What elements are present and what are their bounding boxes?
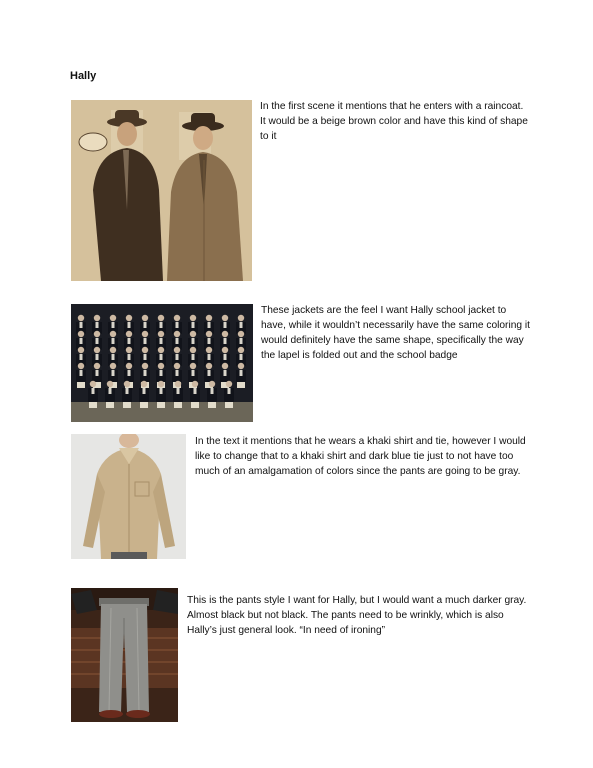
page-heading: Hally [70,70,97,82]
section-1-text: In the first scene it mentions that he enters with a raincoat. It would be a beige brown color and have this kind of shape to it [260,101,528,142]
khaki-shirt-photo [71,434,186,559]
school-group-photo [71,304,253,422]
section-4-text: This is the pants style I want for Hally, but I would want a much darker gray. Almost black but not black. The pants need to be wrinkly, which is also Hally’s just general look. “In need of ironing” [187,595,527,636]
section-2-text: These jackets are the feel I want Hally school jacket to have, while it wouldn’t necessarily have the same coloring it would definitely have the same shape, specifically the way the lapel is folded out and the school badge [261,305,530,361]
raincoat-catalog-photo [71,100,252,281]
gray-pants-photo [71,588,178,722]
section-3-text: In the text it mentions that he wears a khaki shirt and tie, however I would like to change that to a khaki shirt and dark blue tie just to not have too much of an amalgamation of colors since the pants are going to be gray. [195,436,526,477]
